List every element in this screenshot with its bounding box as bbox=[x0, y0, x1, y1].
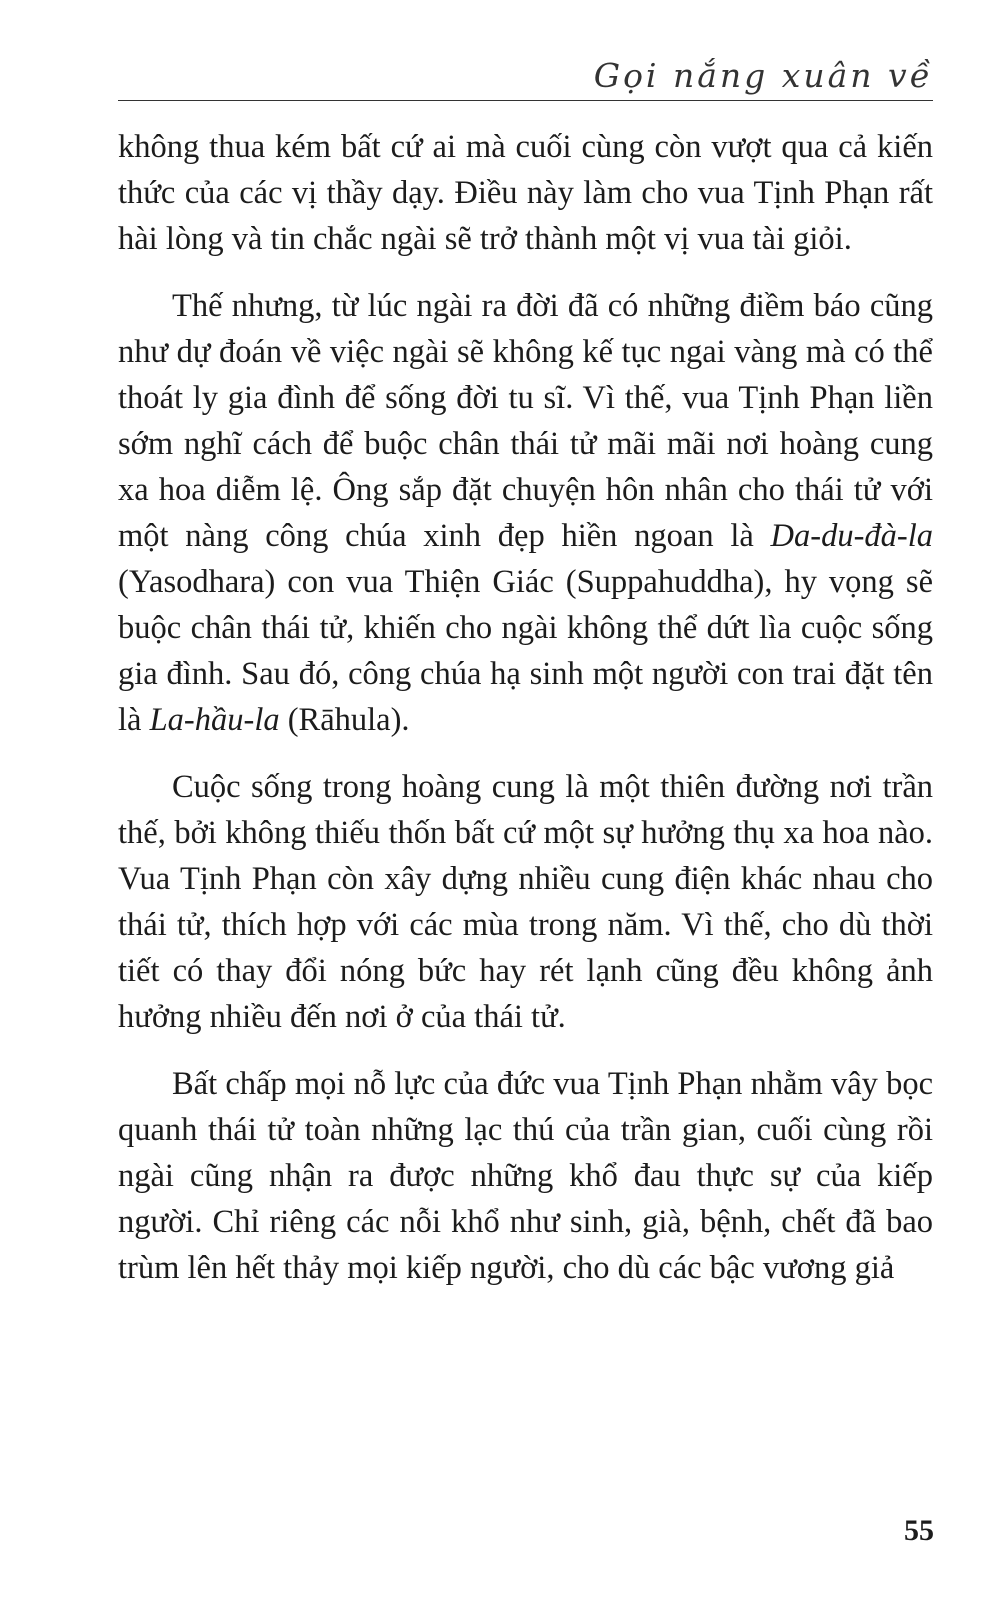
paragraph-segment: Bất chấp mọi nỗ lực của đức vua Tịnh Phạn nhằm vây bọc quanh thái tử toàn những lạc thú của trần gian, cuối cùng rồi ngài cũng nhận ra được những khổ đau thực sự của kiếp người. Chỉ riêng các nỗi khổ như sinh, già, bệnh, chết đã bao trùm lên hết thảy mọi kiếp người, cho dù các bậc vương giả bbox=[118, 1066, 933, 1286]
page-number: 55 bbox=[904, 1514, 934, 1547]
paragraph-1 bbox=[118, 124, 933, 262]
italic-name-yasodhara: Da-du-đà-la bbox=[770, 518, 933, 554]
body-text bbox=[118, 124, 933, 1291]
italic-name-rahula: La-hầu-la bbox=[149, 702, 280, 738]
paragraph-segment: (Yasodhara) con vua Thiện Giác (Suppahuddha), hy vọng sẽ buộc chân thái tử, khiến cho ngài không thể dứt lìa cuộc sống gia đình. Sau đó, công chúa hạ sinh một người con trai đặt tên là bbox=[118, 564, 933, 738]
paragraph-segment: Cuộc sống trong hoàng cung là một thiên đường nơi trần thế, bởi không thiếu thốn bất cứ một sự hưởng thụ xa hoa nào. Vua Tịnh Phạn còn xây dựng nhiều cung điện khác nhau cho thái tử, thích hợp với các mùa trong năm. Vì thế, cho dù thời tiết có thay đổi nóng bức hay rét lạnh cũng đều không ảnh hưởng nhiều đến nơi ở của thái tử. bbox=[118, 769, 933, 1035]
running-header bbox=[118, 52, 933, 101]
paragraph-segment: không thua kém bất cứ ai mà cuối cùng còn vượt qua cả kiến thức của các vị thầy dạy. Điều này làm cho vua Tịnh Phạn rất hài lòng và tin chắc ngài sẽ trở thành một vị vua tài giỏi. bbox=[118, 129, 933, 257]
paragraph-3 bbox=[118, 764, 933, 1040]
paragraph-segment: Thế nhưng, từ lúc ngài ra đời đã có những điềm báo cũng như dự đoán về việc ngài sẽ không kế tục ngai vàng mà có thể thoát ly gia đình để sống đời tu sĩ. Vì thế, vua Tịnh Phạn liền sớm nghĩ cách để buộc chân thái tử mãi mãi nơi hoàng cung xa hoa diễm lệ. Ông sắp đặt chuyện hôn nhân cho thái tử với một nàng công chúa xinh đẹp hiền ngoan là bbox=[118, 288, 933, 554]
paragraph-segment: (Rāhula). bbox=[279, 702, 410, 738]
paragraph-4 bbox=[118, 1061, 933, 1291]
running-title: Gọi nắng xuân về bbox=[593, 56, 933, 95]
paragraph-2 bbox=[118, 283, 933, 743]
